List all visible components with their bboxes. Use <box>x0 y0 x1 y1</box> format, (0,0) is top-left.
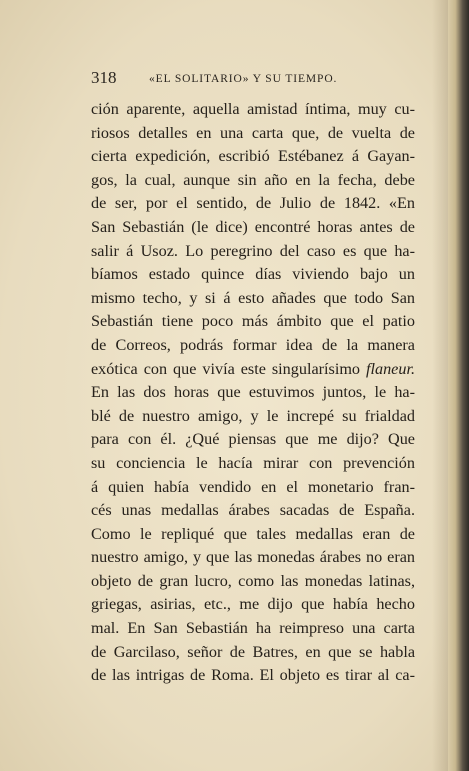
text-line: de las intrigas de Roma. El objeto es tirar al ca- <box>91 666 415 685</box>
text-line: nuestro amigo, y que las monedas árabes no eran <box>91 548 415 567</box>
text-line: ción aparente, aquella amistad íntima, muy cu- <box>91 100 415 118</box>
text-line: para con él. ¿Qué piensas que me dijo? Que <box>91 430 415 449</box>
text-line: riosos detalles en una carta que, de vuelta de <box>91 123 415 142</box>
text-line: griegas, asirias, etc., me dijo que había hecho <box>91 595 415 614</box>
text-line: Como le repliqué que tales medallas eran de <box>91 524 415 543</box>
text-line: San Sebastián (le dice) encontré horas antes de <box>91 217 415 236</box>
text-line: blé de nuestro amigo, y le increpé su frialdad <box>91 406 415 425</box>
text-line: su conciencia le hacía mirar con prevención <box>91 453 415 472</box>
text-line: salir á Usoz. Lo peregrino del caso es que ha- <box>91 241 415 260</box>
text-line: objeto de gran lucro, como las monedas latinas, <box>91 571 415 590</box>
text-line: cierta expedición, escribió Estébanez á Gayan- <box>91 147 415 166</box>
text-line: mismo techo, y si á esto añades que todo San <box>91 288 415 307</box>
text-line: Sebastián tiene poco más ámbito que el patio <box>91 312 415 331</box>
text-line-roman: exótica con que vivía este singularísimo <box>91 359 361 378</box>
text-line: cés unas medallas árabes sacadas de España. <box>91 501 415 520</box>
text-line: bíamos estado quince días viviendo bajo un <box>91 265 415 284</box>
text-line: de Garcilaso, señor de Batres, en que se habla <box>91 642 415 661</box>
page-number: 318 <box>91 68 117 87</box>
text-line: En las dos horas que estuvimos juntos, le ha- <box>91 383 415 402</box>
page-header <box>91 70 421 90</box>
text-line: de Correos, podrás formar idea de la manera <box>91 335 415 354</box>
text-line-with-italic <box>91 358 415 382</box>
body-text <box>91 98 415 688</box>
text-line: gos, la cual, aunque sin año en la fecha, debe <box>91 170 415 189</box>
italic-word: flaneur. <box>366 359 415 378</box>
text-line: de ser, por el sentido, de Julio de 1842. «En <box>91 194 415 213</box>
text-line: mal. En San Sebastián ha reimpreso una carta <box>91 619 415 638</box>
running-title: «EL SOLITARIO» Y SU TIEMPO. <box>149 73 338 85</box>
book-edge <box>448 0 469 771</box>
text-line: á quien había vendido en el monetario fran- <box>91 477 415 496</box>
page-gutter-shadow <box>432 0 448 771</box>
